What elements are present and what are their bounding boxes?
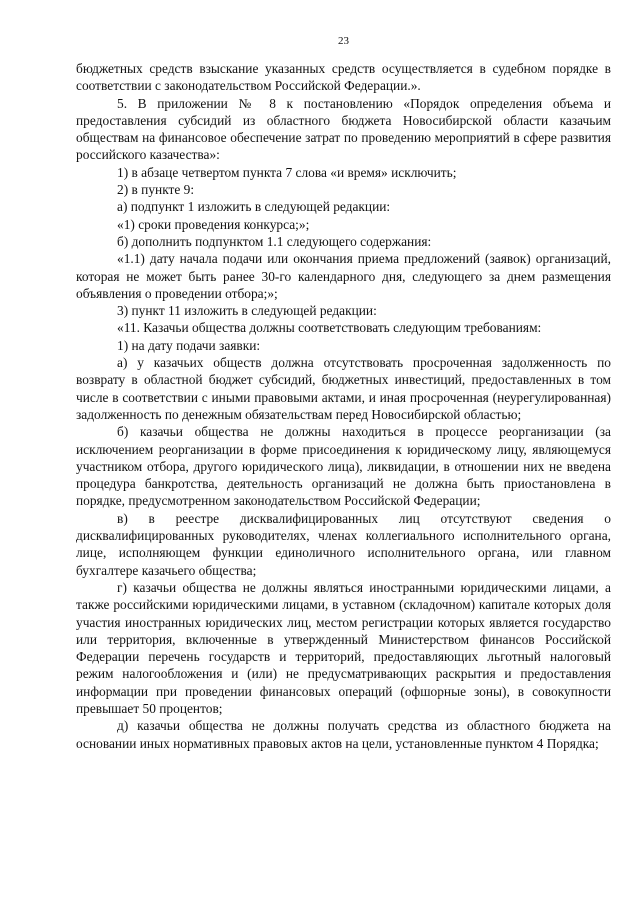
paragraph: «1) сроки проведения конкурса;»;	[117, 216, 310, 232]
paragraph: 3) пункт 11 изложить в следующей редакции:	[117, 303, 377, 319]
document-body	[76, 60, 611, 752]
paragraph: б) дополнить подпунктом 1.1 следующего содержания:	[117, 233, 432, 249]
paragraph: «11. Казачьи общества должны соответствовать следующим требованиям:	[117, 320, 542, 336]
paragraph: г) казачьи общества не должны являться иностранными юридическими лицами, а также российскими юридическими лицами, в уставном (складочном) капитале которых доля участия иностранных юридических лиц, местом регистрации которых является государство или территория, включенные в утвержденный Министерством финансов Российской Федерации перечень государств и территорий, предоставляющих льготный налоговый режим налогообложения и (или) не предусматривающих раскрытия и предоставления информации при проведении финансовых операций (офшорные зоны), в совокупности превышает 50 процентов;	[76, 579, 611, 716]
paragraph: 5. В приложении № 8 к постановлению «Порядок определения объема и предоставления субсидий из областного бюджета Новосибирской области казачьим обществам на финансовое обеспечение затрат по проведению мероприятий в сфере развития российского казачества»:	[76, 95, 611, 163]
paragraph: а) подпункт 1 изложить в следующей редакции:	[117, 199, 391, 215]
paragraph: 1) в абзаце четвертом пункта 7 слова «и время» исключить;	[117, 164, 457, 180]
paragraph: 1) на дату подачи заявки:	[117, 337, 261, 353]
paragraph: д) казачьи общества не должны получать средства из областного бюджета на основании иных нормативных правовых актов на цели, установленные пунктом 4 Порядка;	[76, 718, 611, 751]
paragraph: в) в реестре дисквалифицированных лиц отсутствуют сведения о дисквалифицированных руководителях, членах коллегиального исполнительного органа, лице, исполняющем функции единоличного исполнительного органа, или главном бухгалтере казачьего общества;	[76, 510, 611, 578]
paragraph: «1.1) дату начала подачи или окончания приема предложений (заявок) организаций, которая не может быть ранее 30-го календарного дня, следующего за днем размещения объявления о проведении отбора;»;	[76, 251, 611, 301]
paragraph: 2) в пункте 9:	[117, 182, 195, 198]
page-number: 23	[338, 35, 349, 47]
paragraph: б) казачьи общества не должны находиться в процессе реорганизации (за исключением реорганизации в форме присоединения к юридическому лицу, являющемуся участником отбора, другого юридического лица), ликвидации, в отношении них не введена процедура банкротства, деятельность организаций не должна быть приостановлена в порядке, предусмотренном законодательством Российской Федерации;	[76, 424, 611, 509]
paragraph: а) у казачьих обществ должна отсутствовать просроченная задолженность по возврату в областной бюджет субсидий, бюджетных инвестиций, предоставленных в том числе в соответствии с иными правовыми актами, и иная просроченная (неурегулированная) задолженность по денежным обязательствам перед Новосибирской областью;	[76, 355, 611, 422]
paragraph: бюджетных средств взыскание указанных средств осуществляется в судебном порядке в соответствии с законодательством Российской Федерации.».	[76, 61, 611, 94]
